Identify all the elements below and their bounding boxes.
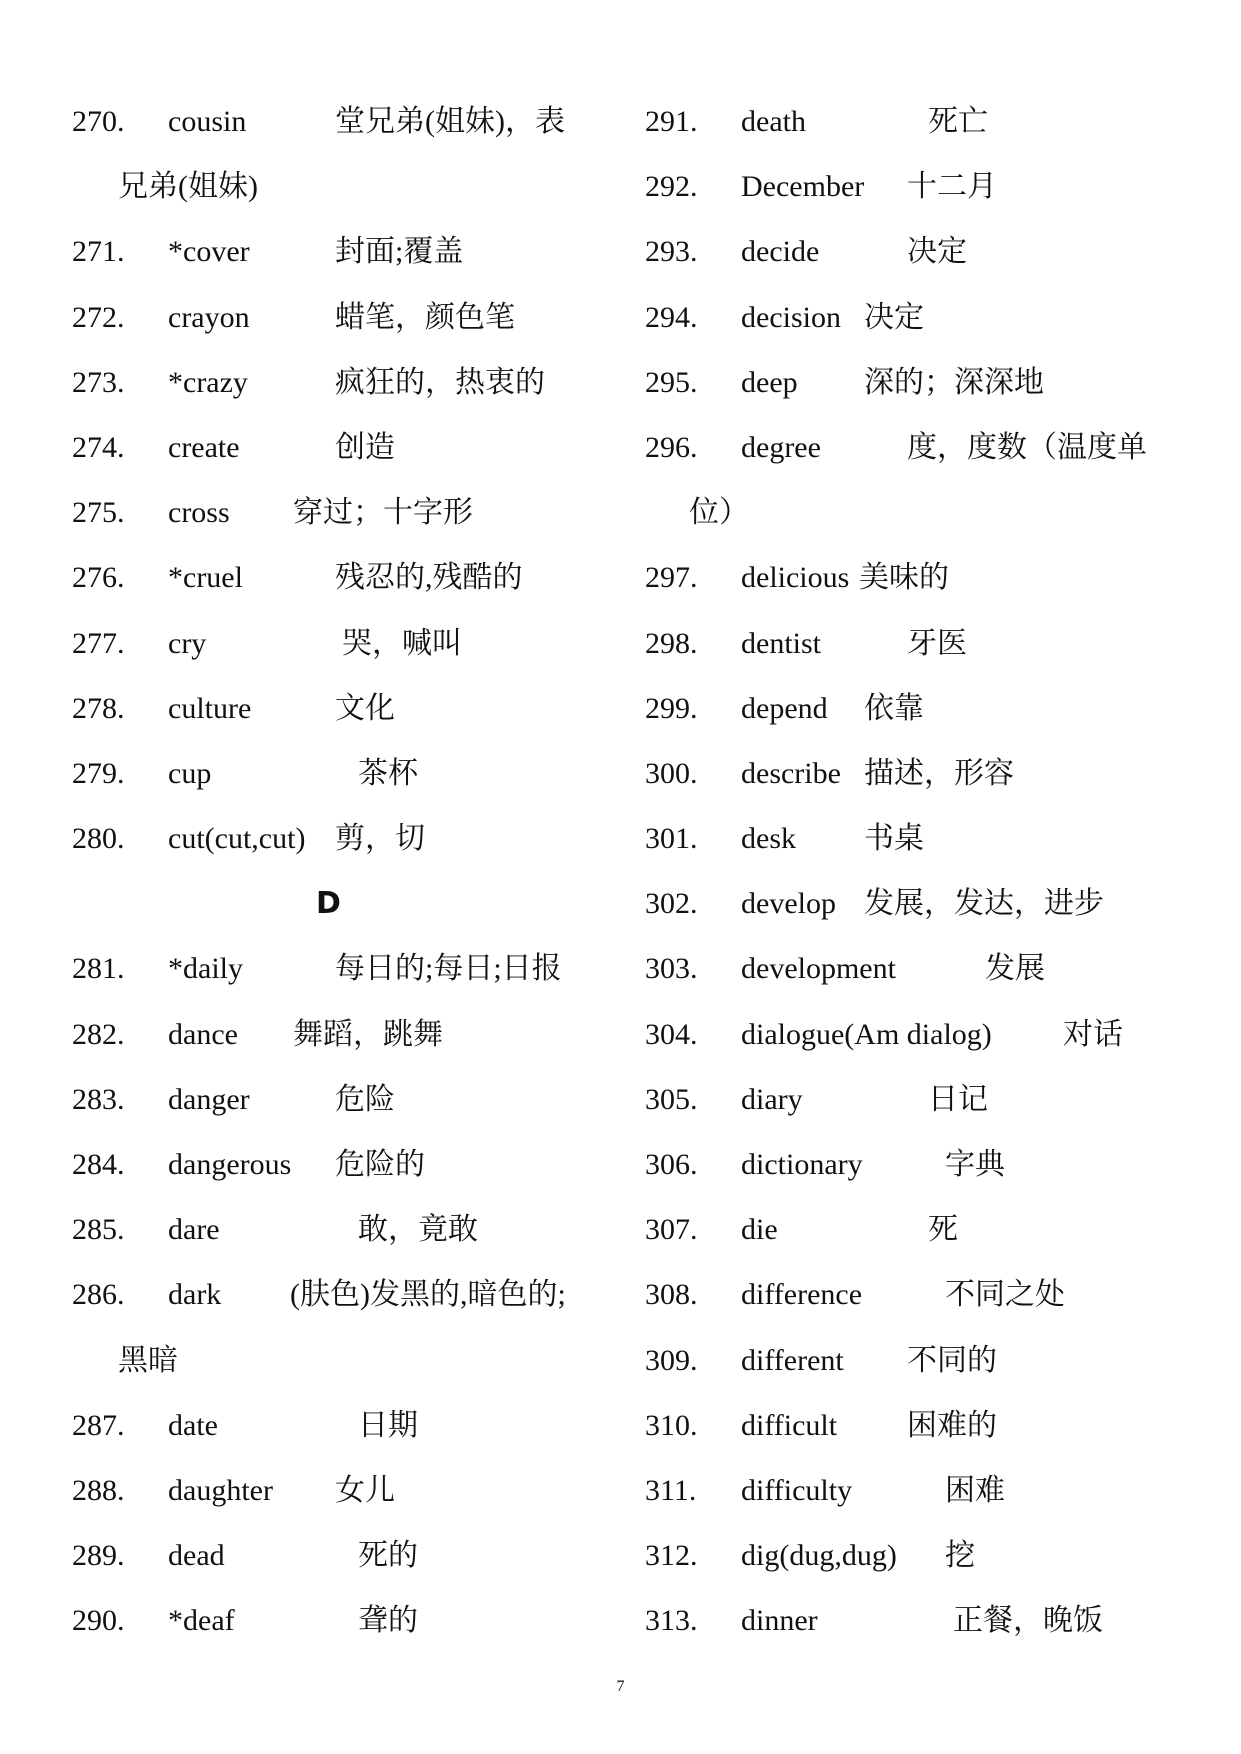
entry-number: 279. — [72, 756, 125, 790]
entry-definition: 文化 — [335, 691, 395, 725]
entry-number: 290. — [72, 1604, 125, 1638]
vocab-entry — [645, 685, 1205, 750]
section-heading-row — [72, 880, 612, 945]
entry-continuation — [72, 1337, 612, 1402]
entry-number: 286. — [72, 1278, 125, 1312]
entry-word: depend — [741, 691, 828, 725]
vocab-entry — [645, 163, 1205, 228]
entry-word: decision — [741, 300, 841, 334]
entry-word: create — [168, 430, 240, 464]
entry-word: crayon — [168, 300, 250, 334]
entry-definition: 危险的 — [335, 1148, 425, 1181]
entry-definition: 疯狂的，热衷的 — [335, 365, 545, 399]
entry-word: decide — [741, 235, 820, 269]
entry-word: cousin — [168, 105, 247, 138]
entry-number: 274. — [72, 430, 125, 464]
vocab-entry — [72, 1076, 612, 1141]
entry-definition: 美味的 — [859, 561, 949, 595]
vocab-entry — [72, 1532, 612, 1597]
entry-word: cut(cut,cut) — [168, 822, 306, 856]
entry-word: dinner — [741, 1604, 818, 1638]
entry-number: 297. — [645, 561, 698, 595]
entry-definition: 蜡笔，颜色笔 — [335, 300, 515, 334]
entry-word: date — [168, 1408, 218, 1442]
entry-definition: 日记 — [928, 1082, 988, 1116]
vocab-entry — [645, 750, 1205, 815]
entry-definition: 决定 — [864, 300, 924, 334]
entry-definition: 决定 — [907, 235, 967, 269]
entry-definition: 哭，喊叫 — [342, 626, 462, 660]
entry-word: difficult — [741, 1408, 838, 1442]
entry-definition: 发展 — [985, 952, 1045, 986]
vocab-entry — [645, 1597, 1205, 1662]
entry-number: 307. — [645, 1213, 698, 1247]
vocab-entry — [72, 620, 612, 685]
entry-number: 298. — [645, 626, 698, 660]
entry-definition: 创造 — [335, 430, 395, 464]
vocab-entry — [72, 1597, 612, 1662]
vocab-entry — [645, 98, 1205, 163]
entry-number: 291. — [645, 105, 698, 138]
vocab-entry — [645, 1076, 1205, 1141]
vocab-entry — [645, 1467, 1205, 1532]
entry-word: different — [741, 1343, 844, 1377]
entry-word: *deaf — [168, 1604, 235, 1638]
entry-number: 305. — [645, 1082, 698, 1116]
vocab-entry — [72, 228, 612, 293]
entry-number: 295. — [645, 365, 698, 399]
entry-definition: 死 — [928, 1213, 958, 1247]
entry-word: dictionary — [741, 1148, 863, 1181]
continuation-text: 兄弟(姐妹) — [118, 170, 258, 204]
vocab-entry — [72, 424, 612, 489]
vocab-entry — [645, 880, 1205, 945]
vocab-entry — [72, 554, 612, 619]
entry-word: *daily — [168, 952, 243, 986]
entry-definition: 依靠 — [864, 691, 924, 725]
vocab-entry — [72, 1206, 612, 1271]
vocab-entry — [645, 294, 1205, 359]
continuation-text: 位） — [689, 496, 749, 530]
entry-word: danger — [168, 1082, 250, 1116]
vocab-entry — [72, 685, 612, 750]
entry-number: 276. — [72, 561, 125, 595]
entry-word: dark — [168, 1278, 222, 1312]
vocab-entry — [645, 228, 1205, 293]
entry-definition: 发展，发达，进步 — [864, 887, 1104, 921]
entry-definition: 深的；深深地 — [864, 365, 1044, 399]
entry-number: 293. — [645, 235, 698, 269]
entry-definition: 女儿 — [335, 1473, 395, 1507]
vocab-entry — [645, 620, 1205, 685]
entry-number: 271. — [72, 235, 125, 269]
vocab-entry — [72, 750, 612, 815]
entry-number: 272. — [72, 300, 125, 334]
entry-number: 309. — [645, 1343, 698, 1377]
entry-word: death — [741, 105, 806, 138]
entry-number: 275. — [72, 496, 125, 530]
entry-word: degree — [741, 430, 821, 464]
entry-definition: 死的 — [358, 1539, 418, 1573]
entry-definition: (肤色)发黑的,暗色的; — [290, 1278, 566, 1312]
vocab-entry — [645, 1011, 1205, 1076]
entry-number: 277. — [72, 626, 125, 660]
entry-number: 303. — [645, 952, 698, 986]
entry-word: daughter — [168, 1473, 273, 1507]
entry-word: difficulty — [741, 1473, 853, 1507]
entry-number: 310. — [645, 1408, 698, 1442]
entry-number: 282. — [72, 1017, 125, 1051]
entry-number: 287. — [72, 1408, 125, 1442]
entry-number: 281. — [72, 952, 125, 986]
entry-word: culture — [168, 691, 252, 725]
entry-definition: 死亡 — [928, 105, 988, 138]
vocab-entry — [72, 1011, 612, 1076]
entry-definition: 十二月 — [907, 170, 997, 204]
entry-number: 278. — [72, 691, 125, 725]
entry-definition: 聋的 — [358, 1604, 418, 1638]
entry-word: dangerous — [168, 1148, 292, 1181]
entry-number: 292. — [645, 170, 698, 204]
entry-number: 308. — [645, 1278, 698, 1312]
vocab-entry — [72, 98, 612, 163]
entry-definition: 不同之处 — [945, 1278, 1065, 1312]
entry-number: 304. — [645, 1017, 698, 1051]
entry-word: dare — [168, 1213, 220, 1247]
entry-number: 285. — [72, 1213, 125, 1247]
entry-word: deep — [741, 365, 798, 399]
vocab-entry — [72, 1467, 612, 1532]
entry-number: 289. — [72, 1539, 125, 1573]
vocab-entry — [645, 815, 1205, 880]
entry-definition: 困难 — [945, 1473, 1005, 1507]
page-number: 7 — [616, 1678, 625, 1695]
entry-word: die — [741, 1213, 778, 1247]
entry-definition: 茶杯 — [358, 756, 418, 790]
entry-continuation — [72, 163, 612, 228]
entry-word: delicious — [741, 561, 850, 595]
continuation-text: 黑暗 — [118, 1343, 178, 1377]
entry-definition: 每日的;每日;日报 — [335, 952, 562, 986]
entry-word: cup — [168, 756, 212, 790]
entry-definition: 危险 — [335, 1082, 395, 1116]
entry-number: 270. — [72, 105, 125, 138]
entry-definition: 日期 — [358, 1408, 418, 1442]
vocab-entry — [645, 1402, 1205, 1467]
entry-word: dig(dug,dug) — [741, 1539, 897, 1573]
right-column — [645, 98, 1205, 1663]
vocab-entry — [645, 1337, 1205, 1402]
entry-definition: 残忍的,残酷的 — [335, 561, 523, 595]
section-heading-letter: D — [316, 886, 341, 922]
entry-definition: 剪，切 — [335, 822, 425, 856]
entry-word: dance — [168, 1017, 238, 1051]
vocab-entry — [645, 945, 1205, 1010]
entry-definition: 字典 — [945, 1148, 1005, 1181]
vocab-entry — [645, 1532, 1205, 1597]
entry-word: dialogue(Am dialog) — [741, 1017, 992, 1051]
entry-definition: 敢，竟敢 — [358, 1213, 478, 1247]
entry-number: 280. — [72, 822, 125, 856]
entry-definition: 书桌 — [864, 822, 924, 856]
entry-word: describe — [741, 756, 841, 790]
entry-word: desk — [741, 822, 796, 856]
entry-definition: 正餐，晚饭 — [953, 1604, 1103, 1638]
entry-word: *cruel — [168, 561, 243, 595]
vocab-entry — [72, 1141, 612, 1206]
entry-word: develop — [741, 887, 836, 921]
entry-definition: 挖 — [945, 1539, 975, 1573]
entry-definition: 舞蹈，跳舞 — [293, 1017, 443, 1051]
entry-number: 301. — [645, 822, 698, 856]
entry-number: 296. — [645, 430, 698, 464]
entry-number: 273. — [72, 365, 125, 399]
entry-definition: 穿过；十字形 — [293, 496, 473, 530]
entry-word: development — [741, 952, 896, 986]
entry-definition: 描述，形容 — [864, 756, 1014, 790]
entry-definition: 对话 — [1063, 1017, 1123, 1051]
entry-definition: 牙医 — [907, 626, 967, 660]
entry-number: 294. — [645, 300, 698, 334]
entry-word: *crazy — [168, 365, 248, 399]
vocab-entry — [72, 815, 612, 880]
entry-number: 306. — [645, 1148, 698, 1181]
entry-number: 284. — [72, 1148, 125, 1181]
entry-number: 288. — [72, 1473, 125, 1507]
entry-word: dentist — [741, 626, 821, 660]
vocab-entry — [72, 294, 612, 359]
entry-word: diary — [741, 1082, 803, 1116]
entry-definition: 困难的 — [907, 1408, 997, 1442]
entry-number: 300. — [645, 756, 698, 790]
entry-word: cry — [168, 626, 207, 660]
vocab-entry — [645, 424, 1205, 489]
entry-word: cross — [168, 496, 230, 530]
entry-definition: 封面;覆盖 — [335, 235, 464, 269]
entry-number: 311. — [645, 1473, 697, 1507]
entry-definition: 堂兄弟(姐妹)，表 — [335, 105, 565, 138]
entry-word: December — [741, 170, 865, 204]
entry-word: dead — [168, 1539, 225, 1573]
entry-word: difference — [741, 1278, 863, 1312]
vocab-entry — [72, 1402, 612, 1467]
entry-number: 312. — [645, 1539, 698, 1573]
left-column — [72, 98, 612, 1663]
vocab-entry — [72, 945, 612, 1010]
vocab-entry — [645, 1271, 1205, 1336]
vocab-entry — [645, 554, 1205, 619]
vocab-entry — [645, 1206, 1205, 1271]
entry-number: 313. — [645, 1604, 698, 1638]
vocab-entry — [72, 1271, 612, 1336]
entry-number: 302. — [645, 887, 698, 921]
vocab-entry — [645, 359, 1205, 424]
entry-continuation — [645, 489, 1205, 554]
entry-number: 283. — [72, 1082, 125, 1116]
entry-number: 299. — [645, 691, 698, 725]
entry-word: *cover — [168, 235, 250, 269]
entry-definition: 度，度数（温度单 — [907, 430, 1147, 464]
vocab-entry — [645, 1141, 1205, 1206]
entry-definition: 不同的 — [907, 1343, 997, 1377]
vocab-entry — [72, 359, 612, 424]
vocab-entry — [72, 489, 612, 554]
